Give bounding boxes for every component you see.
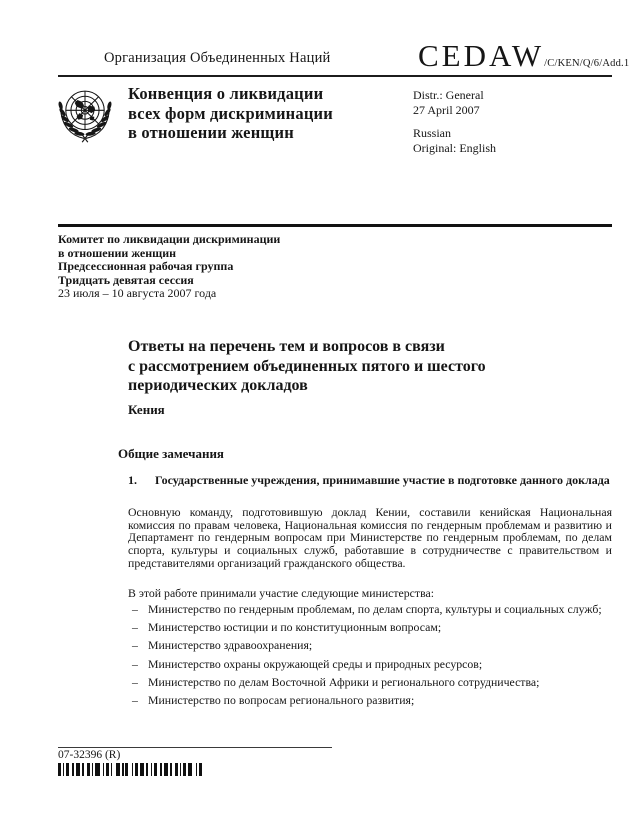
barcode-bar xyxy=(122,763,124,776)
document-symbol-main: CEDAW xyxy=(418,38,545,73)
barcode-bar xyxy=(135,763,138,776)
list-item-text: Министерство охраны окружающей среды и природных ресурсов; xyxy=(148,656,483,671)
section-divider-rule xyxy=(58,224,612,227)
list-dash: – xyxy=(132,674,138,689)
un-org-name: Организация Объединенных Наций xyxy=(104,50,331,66)
paragraph-number: 1. xyxy=(128,473,137,487)
convention-title-line: всех форм дискриминации xyxy=(128,103,333,123)
barcode-bar xyxy=(116,763,121,776)
footer-rule xyxy=(58,747,332,748)
list-item xyxy=(132,676,612,689)
barcode-bar xyxy=(132,763,134,776)
list-dash: – xyxy=(132,656,138,671)
barcode-bar xyxy=(164,763,169,776)
barcode-bar xyxy=(125,763,128,776)
committee-block xyxy=(58,233,280,301)
barcode-bar xyxy=(170,763,172,776)
un-emblem-icon xyxy=(55,84,115,146)
barcode-bar xyxy=(95,763,100,776)
list-item xyxy=(132,658,612,671)
barcode-bar xyxy=(160,763,162,776)
convention-title-line: Конвенция о ликвидации xyxy=(128,84,324,103)
list-item xyxy=(132,621,612,634)
header-rule xyxy=(58,75,612,77)
barcode-bar xyxy=(151,763,153,776)
barcode-bar xyxy=(188,763,193,776)
barcode-bar xyxy=(103,763,105,776)
document-symbol-suffix: /C/KEN/Q/6/Add.1 xyxy=(544,58,630,69)
barcode-bar xyxy=(58,763,61,776)
barcode-bar xyxy=(146,763,148,776)
barcode-bar xyxy=(180,763,182,776)
convention-title-line: в отношении женщин xyxy=(128,123,294,142)
list-item-text: Министерство здравоохранения; xyxy=(148,638,313,653)
list-item-text: Министерство по делам Восточной Африки и регионального сотрудничества; xyxy=(148,674,540,689)
barcode-bar xyxy=(92,763,94,776)
list-dash: – xyxy=(132,602,138,616)
barcode-bar xyxy=(82,763,84,776)
barcode-bar xyxy=(63,763,65,776)
document-title-line: периодических докладов xyxy=(128,377,308,394)
language-line: Russian xyxy=(413,126,452,140)
distribution-block xyxy=(413,88,484,118)
list-item xyxy=(132,694,612,707)
list-dash: – xyxy=(132,620,138,635)
list-item-text: Министерство по вопросам регионального развития; xyxy=(148,693,415,708)
document-title xyxy=(128,337,486,396)
ministry-list-intro: В этой работе принимали участие следующие министерства: xyxy=(128,586,434,600)
country-name: Кения xyxy=(128,402,165,417)
working-group-line: Предсессионная рабочая группа xyxy=(58,259,234,274)
barcode-bar xyxy=(199,763,202,776)
paragraph-1-body: Основную команду, подготовившую доклад Кении, составили кенийская Национальная комиссия по правам человека, Национальная комиссия по гендерным проблемам и развитию и Департамент по гендерным вопросам при Министерстве по гендерным проблемам, по делам спорта, культуры и социальных служб, работавшие в сотрудничестве с правительством и представителями организаций гражданского общества. xyxy=(128,505,612,570)
barcode-bar xyxy=(196,763,198,776)
barcode-bar xyxy=(111,763,113,776)
document-title-line: Ответы на перечень тем и вопросов в связи xyxy=(128,338,445,355)
document-number: 07-32396 (R) xyxy=(58,749,121,761)
ministry-list xyxy=(132,603,612,712)
barcode-bar xyxy=(72,763,74,776)
barcode-bar xyxy=(76,763,81,776)
session-dates: 23 июля – 10 августа 2007 года xyxy=(58,286,217,301)
session-line: Тридцать девятая сессия xyxy=(58,272,194,287)
barcode-bar xyxy=(140,763,145,776)
committee-name-line: Комитет по ликвидации дискриминации xyxy=(58,232,281,246)
distr-line: Distr.: General xyxy=(413,88,484,102)
barcode-bar xyxy=(106,763,109,776)
list-item xyxy=(132,639,612,652)
original-language-line: Original: English xyxy=(413,141,496,155)
list-item-text: Министерство юстиции и по конституционным вопросам; xyxy=(148,620,442,635)
section-heading: Общие замечания xyxy=(118,446,224,461)
barcode xyxy=(58,763,208,776)
list-item xyxy=(132,603,612,616)
list-item-text: Министерство по гендерным проблемам, по делам спорта, культуры и социальных служб; xyxy=(148,602,602,616)
date-line: 27 April 2007 xyxy=(413,103,480,117)
barcode-bar xyxy=(66,763,69,776)
paragraph-1-heading-text: Государственные учреждения, принимавшие участие в подготовке данного доклада xyxy=(155,473,610,487)
language-block xyxy=(413,126,496,156)
list-dash: – xyxy=(132,638,138,653)
barcode-bar xyxy=(154,763,157,776)
document-title-line: с рассмотрением объединенных пятого и шестого xyxy=(128,357,486,375)
list-dash: – xyxy=(132,693,138,708)
committee-name-line: в отношении женщин xyxy=(58,245,177,260)
paragraph-1-heading xyxy=(128,473,612,488)
convention-title xyxy=(128,84,333,143)
document-symbol xyxy=(418,38,630,73)
barcode-bar xyxy=(183,763,186,776)
barcode-bar xyxy=(175,763,178,776)
barcode-bar xyxy=(87,763,90,776)
